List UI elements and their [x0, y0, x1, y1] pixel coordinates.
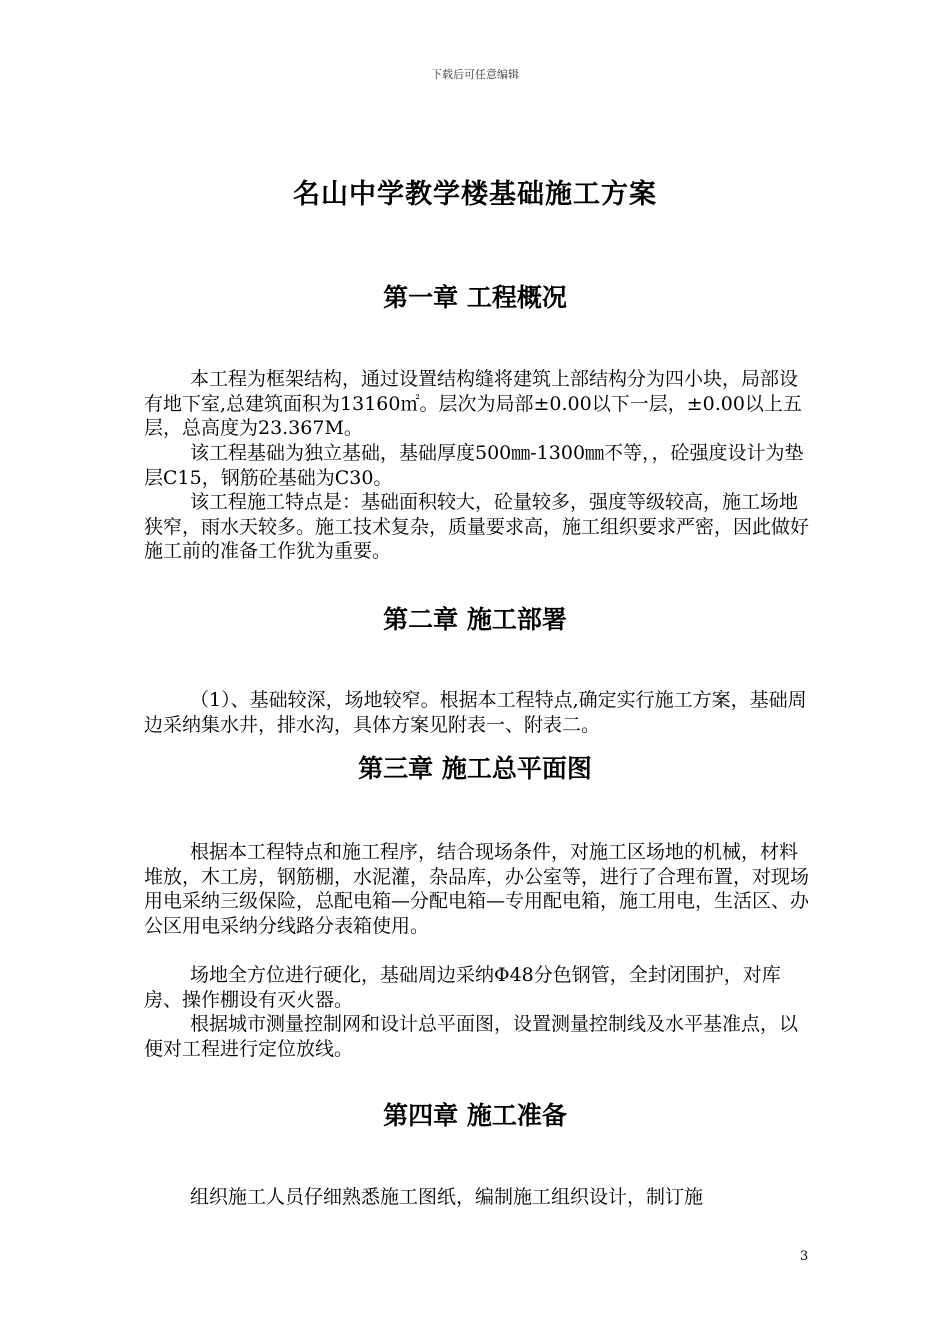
chapter-3-paragraph-2: 场地全方位进行硬化，基础周边采纳Φ48分色钢管，全封闭围护，对库房、操作棚设有灭火器。: [144, 964, 781, 1011]
chapter-2-title: 第二章 施工部署: [383, 605, 567, 634]
chapter-3-paragraph-1: 根据本工程特点和施工程序，结合现场条件，对施工区场地的机械，材料堆放，木工房，钢筋棚，水泥灌，杂品库，办公室等，进行了合理布置，对现场用电采纳三级保险，总配电箱—分配电箱—专用配电箱，施工用电，生活区、办公区用电采纳分线路分表箱使用。: [144, 841, 810, 937]
page-number: 3: [800, 1249, 809, 1264]
chapter-1-paragraph-2: 该工程基础为独立基础，基础厚度500㎜-1300㎜不等，，砼强度设计为垫层C15，钢筋砼基础为C30。: [144, 442, 804, 489]
chapter-1-paragraph-3: 该工程施工特点是：基础面积较大，砼量较多，强度等级较高，施工场地狭窄，雨水天较多。施工技术复杂，质量要求高，施工组织要求严密，因此做好施工前的准备工作犹为重要。: [144, 491, 810, 562]
header-note: 下载后可任意编辑: [431, 68, 519, 81]
chapter-1-title: 第一章 工程概况: [383, 283, 567, 312]
chapter-4-title: 第四章 施工准备: [383, 1101, 567, 1130]
chapter-1-paragraph-1: 本工程为框架结构，通过设置结构缝将建筑上部结构分为四小块，局部设有地下室,总建筑面积为13160㎡。层次为局部±0.00以下一层，±0.00以上五层，总高度为23.367M。: [144, 368, 802, 439]
document-title: 名山中学教学楼基础施工方案: [293, 179, 657, 210]
chapter-3-title: 第三章 施工总平面图: [358, 754, 592, 783]
chapter-4-paragraph-1: 组织施工人员仔细熟悉施工图纸，编制施工组织设计，制订施: [190, 1186, 704, 1208]
chapter-2-paragraph-1: （1）、基础较深，场地较窄。根据本工程特点,确定实行施工方案，基础周边采纳集水井，排水沟，具体方案见附表一、附表二。: [144, 689, 807, 736]
chapter-3-paragraph-3: 根据城市测量控制网和设计总平面图，设置测量控制线及水平基准点，以便对工程进行定位放线。: [144, 1013, 799, 1060]
